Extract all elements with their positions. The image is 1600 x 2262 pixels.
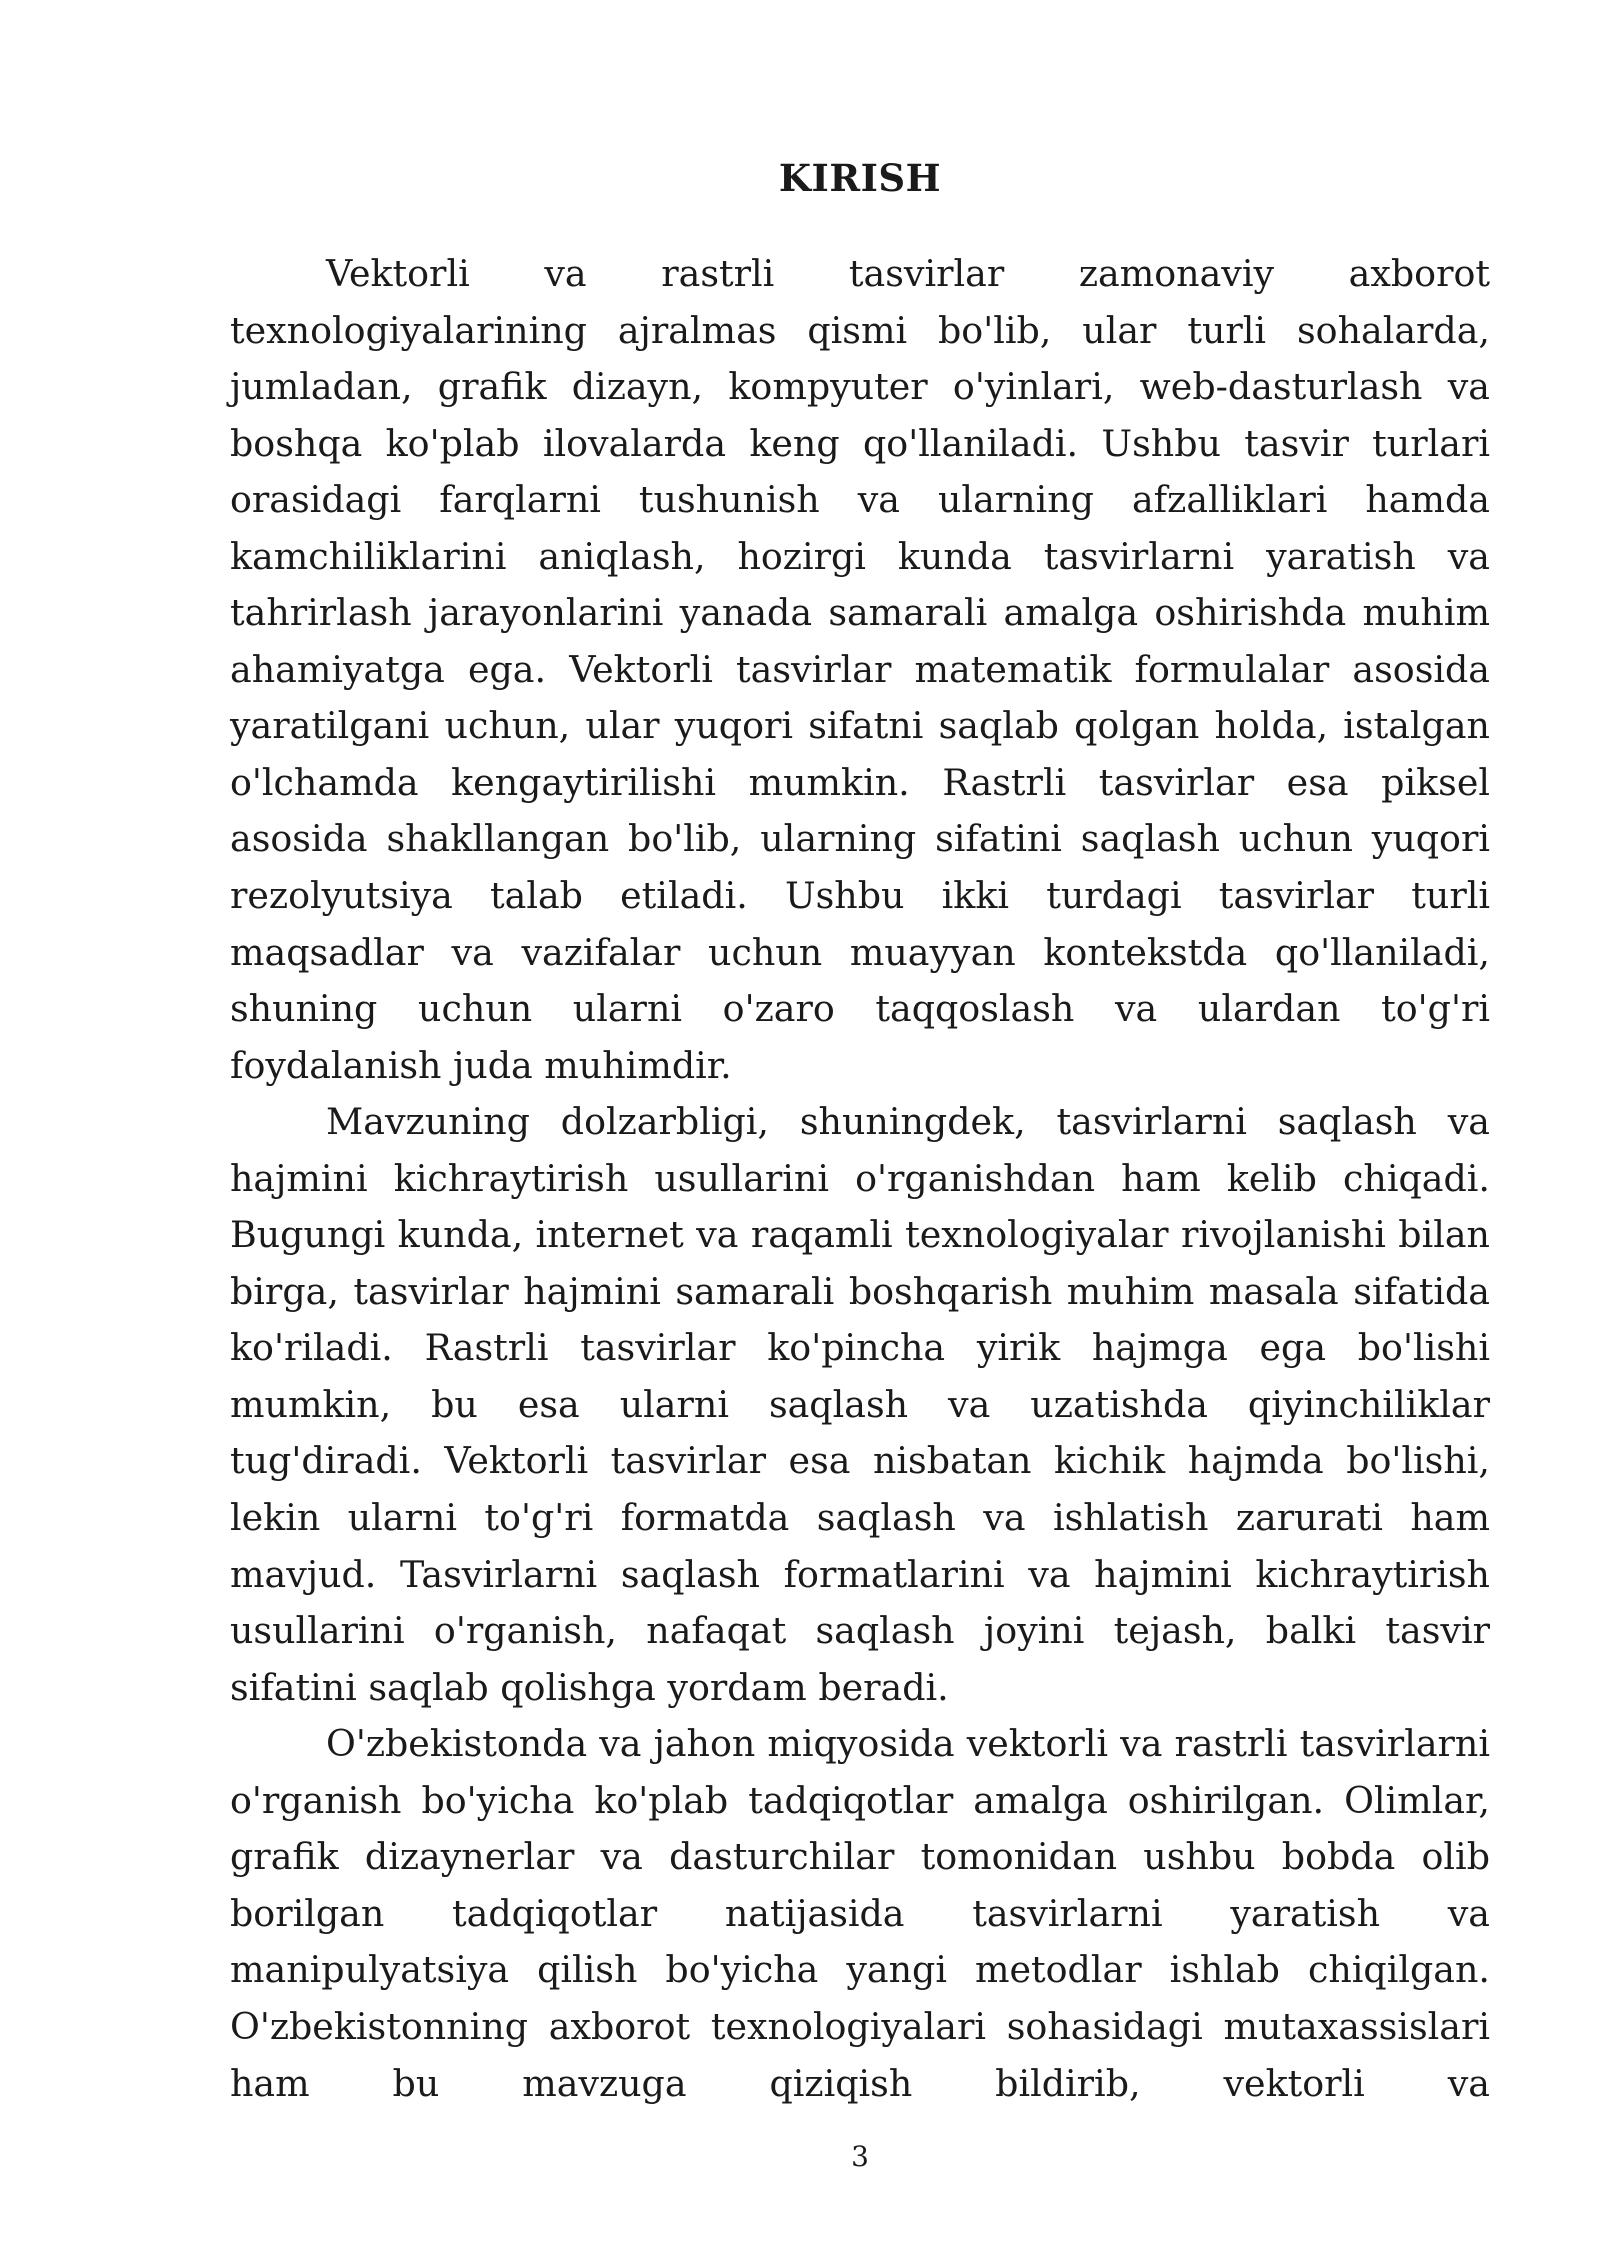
paragraph-intro: Vektorli va rastrli tasvirlar zamonaviy axborot texnologiyalarining ajralmas qismi bo'lib, ular turli sohalarda, jumladan, grafik dizayn, kompyuter o'yinlari, web-dasturlash va boshqa ko'plab ilovalarda keng qo'llaniladi. Ushbu tasvir turlari orasidagi farqlarni tushunish va ularning afzalliklari hamda kamchiliklarini aniqlash, hozirgi kunda tasvirlarni yaratish va tahrirlash jarayonlarini yanada samarali amalga oshirishda muhim ahamiyatga ega. Vektorli tasvirlar matematik formulalar asosida yaratilgani uchun, ular yuqori sifatni saqlab qolgan holda, istalgan o'lchamda kengaytirilishi mumkin. Rastrli tasvirlar esa piksel asosida shakllangan bo'lib, ularning sifatini saqlash uchun yuqori rezolyutsiya talab etiladi. Ushbu ikki turdagi tasvirlar turli maqsadlar va vazifalar uchun muayyan kontekstda qo'llaniladi, shuning uchun ularni o'zaro taqqoslash va ulardan to'g'ri foydalanish juda muhimdir. bbox=[230, 252, 1490, 1087]
page-number: 3 bbox=[851, 2140, 869, 2173]
body-text bbox=[230, 246, 1490, 2112]
paragraph-research: O'zbekistonda va jahon miqyosida vektorli va rastrli tasvirlarni o'rganish bo'yicha ko'plab tadqiqotlar amalga oshirilgan. Olimlar, grafik dizaynerlar va dasturchilar tomonidan ushbu bobda olib borilgan tadqiqotlar natijasida tasvirlarni yaratish va manipulyatsiya qilish bo'yicha yangi metodlar ishlab chiqilgan. O'zbekistonning axborot texnologiyalari sohasidagi mutaxassislari ham bu mavzuga qiziqish bildirib, vektorli va bbox=[230, 1722, 1490, 2105]
paragraph-relevance: Mavzuning dolzarbligi, shuningdek, tasvirlarni saqlash va hajmini kichraytirish usullarini o'rganishdan ham kelib chiqadi. Bugungi kunda, internet va raqamli texnologiyalar rivojlanishi bilan birga, tasvirlar hajmini samarali boshqarish muhim masala sifatida ko'riladi. Rastrli tasvirlar ko'pincha yirik hajmga ega bo'lishi mumkin, bu esa ularni saqlash va uzatishda qiyinchiliklar tug'diradi. Vektorli tasvirlar esa nisbatan kichik hajmda bo'lishi, lekin ularni to'g'ri formatda saqlash va ishlatish zarurati ham mavjud. Tasvirlarni saqlash formatlarini va hajmini kichraytirish usullarini o'rganish, nafaqat saqlash joyini tejash, balki tasvir sifatini saqlab qolishga yordam beradi. bbox=[230, 1100, 1490, 1709]
section-heading: KIRISH bbox=[778, 156, 942, 200]
